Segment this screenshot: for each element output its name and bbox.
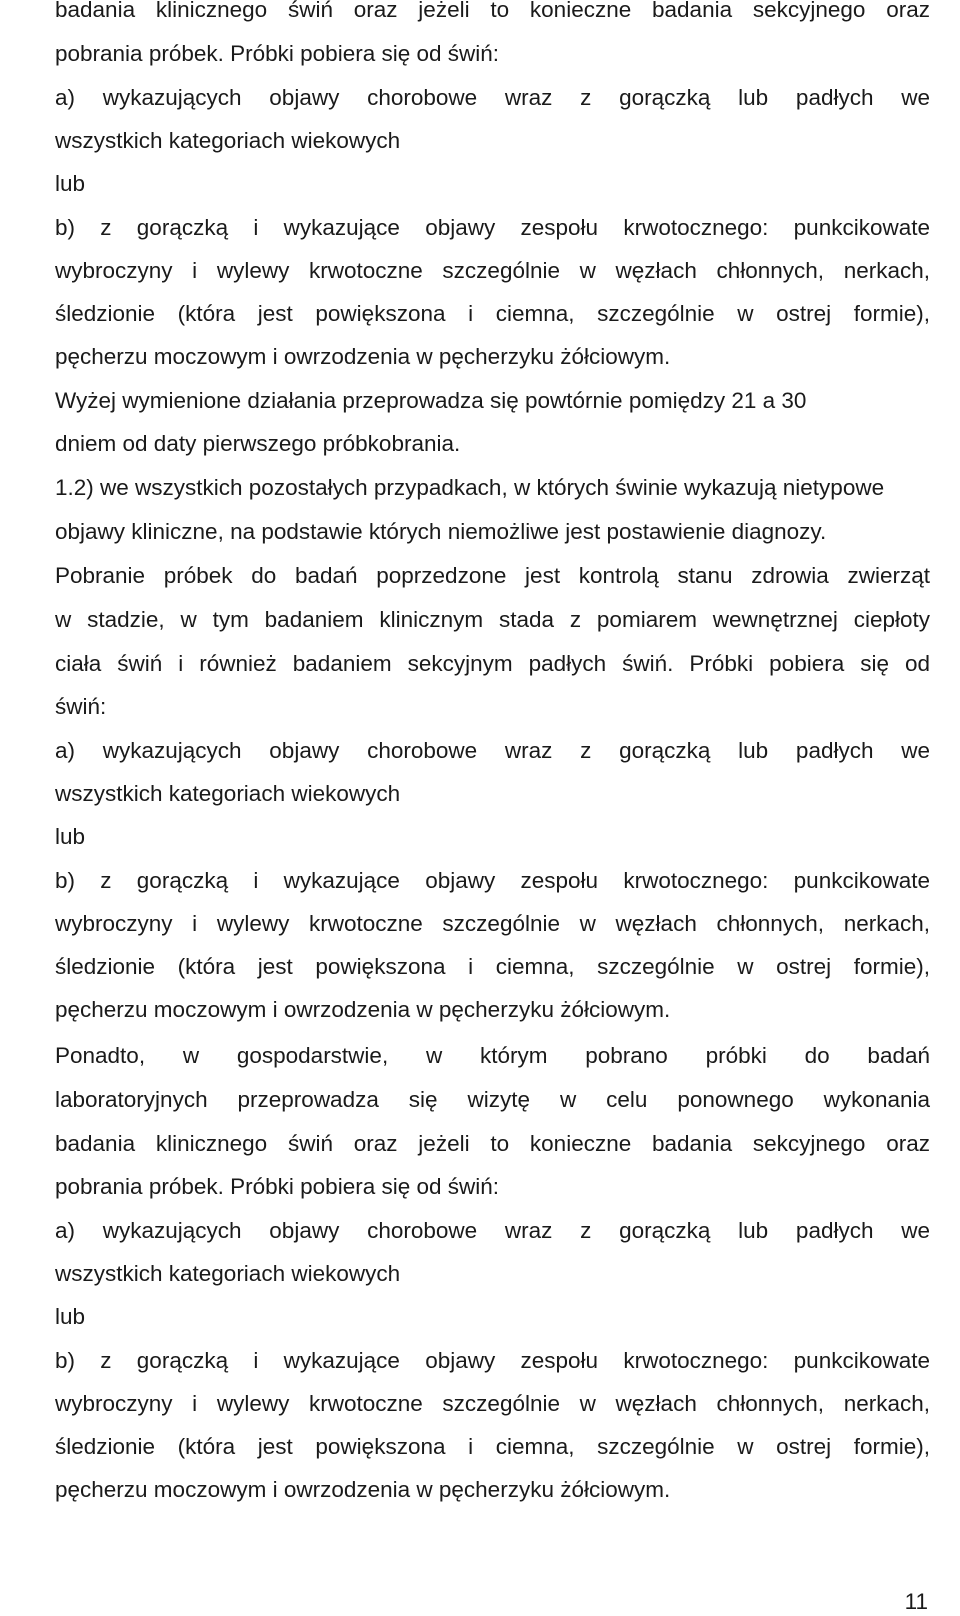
text-line: wybroczyny i wylewy krwotoczne szczególnie w węzłach chłonnych, nerkach, bbox=[55, 258, 930, 283]
text-line: w stadzie, w tym badaniem klinicznym stada z pomiarem wewnętrznej ciepłoty bbox=[55, 607, 930, 632]
text-line: pęcherzu moczowym i owrzodzenia w pęcherzyku żółciowym. bbox=[55, 1477, 671, 1502]
text-line: wszystkich kategoriach wiekowych bbox=[55, 781, 401, 806]
text-line: 1.2) we wszystkich pozostałych przypadkach, w których świnie wykazują nietypowe bbox=[55, 475, 885, 500]
text-line: a) wykazujących objawy chorobowe wraz z gorączką lub padłych we bbox=[55, 738, 930, 763]
text-line: wybroczyny i wylewy krwotoczne szczególnie w węzłach chłonnych, nerkach, bbox=[55, 911, 930, 936]
text-line: pęcherzu moczowym i owrzodzenia w pęcherzyku żółciowym. bbox=[55, 344, 671, 369]
text-line: pęcherzu moczowym i owrzodzenia w pęcherzyku żółciowym. bbox=[55, 997, 671, 1022]
text-line: lub bbox=[55, 1304, 86, 1329]
text-line: badania klinicznego świń oraz jeżeli to konieczne badania sekcyjnego oraz bbox=[55, 0, 930, 22]
text-line: świń: bbox=[55, 694, 107, 719]
text-line: dniem od daty pierwszego próbkobrania. bbox=[55, 431, 461, 456]
text-line: a) wykazujących objawy chorobowe wraz z gorączką lub padłych we bbox=[55, 1218, 930, 1243]
text-line: objawy kliniczne, na podstawie których niemożliwe jest postawienie diagnozy. bbox=[55, 519, 827, 544]
text-line: Pobranie próbek do badań poprzedzone jest kontrolą stanu zdrowia zwierząt bbox=[55, 563, 930, 588]
text-line: pobrania próbek. Próbki pobiera się od świń: bbox=[55, 41, 500, 66]
text-line: lub bbox=[55, 824, 86, 849]
text-line: wszystkich kategoriach wiekowych bbox=[55, 128, 401, 153]
text-line: pobrania próbek. Próbki pobiera się od świń: bbox=[55, 1174, 500, 1199]
text-line: lub bbox=[55, 171, 86, 196]
page-number: 11 bbox=[904, 1589, 928, 1614]
text-line: laboratoryjnych przeprowadza się wizytę w celu ponownego wykonania bbox=[55, 1087, 930, 1112]
text-line: wybroczyny i wylewy krwotoczne szczególnie w węzłach chłonnych, nerkach, bbox=[55, 1391, 930, 1416]
text-line: b) z gorączką i wykazujące objawy zespołu krwotocznego: punkcikowate bbox=[55, 868, 930, 893]
text-line: b) z gorączką i wykazujące objawy zespołu krwotocznego: punkcikowate bbox=[55, 215, 930, 240]
text-line: śledzionie (która jest powiększona i ciemna, szczególnie w ostrej formie), bbox=[55, 1434, 930, 1459]
text-line: wszystkich kategoriach wiekowych bbox=[55, 1261, 401, 1286]
text-line: b) z gorączką i wykazujące objawy zespołu krwotocznego: punkcikowate bbox=[55, 1348, 930, 1373]
text-line: a) wykazujących objawy chorobowe wraz z gorączką lub padłych we bbox=[55, 85, 930, 110]
text-line: badania klinicznego świń oraz jeżeli to konieczne badania sekcyjnego oraz bbox=[55, 1131, 930, 1156]
text-line: Wyżej wymienione działania przeprowadza się powtórnie pomiędzy 21 a 30 bbox=[55, 388, 807, 413]
text-line: Ponadto, w gospodarstwie, w którym pobrano próbki do badań bbox=[55, 1043, 930, 1068]
text-line: śledzionie (która jest powiększona i ciemna, szczególnie w ostrej formie), bbox=[55, 954, 930, 979]
text-line: ciała świń i również badaniem sekcyjnym padłych świń. Próbki pobiera się od bbox=[55, 651, 930, 676]
text-line: śledzionie (która jest powiększona i ciemna, szczególnie w ostrej formie), bbox=[55, 301, 930, 326]
